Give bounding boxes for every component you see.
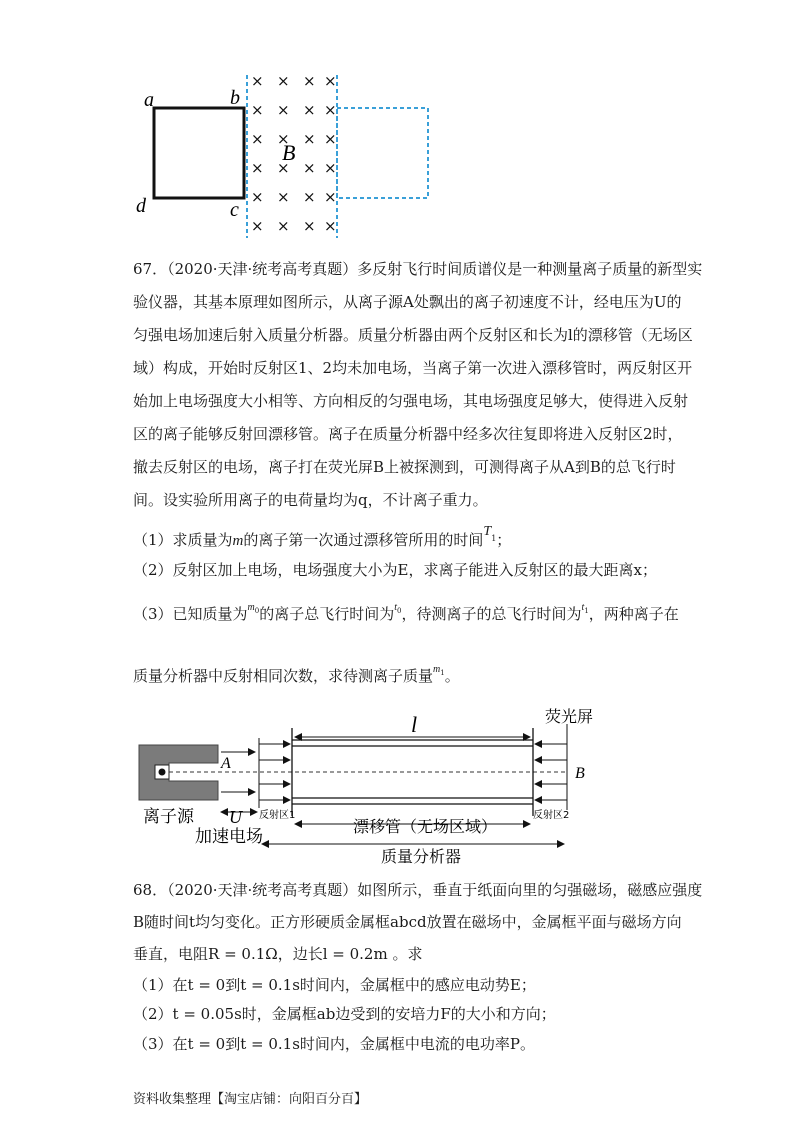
reflection-zone-2 bbox=[535, 724, 567, 810]
metal-frame-abcd bbox=[154, 108, 244, 198]
field-cross: × bbox=[324, 130, 337, 148]
page-footer: 资料收集整理【淘宝店铺：向阳百分百】 bbox=[133, 1092, 368, 1107]
label-field-B: B bbox=[282, 140, 296, 165]
reflection-zone-1 bbox=[259, 738, 290, 808]
ion-source-point bbox=[159, 769, 166, 776]
q67-line-4: 域）构成，开始时反射区1、2均未加电场，当离子第一次进入漂移管时，两反射区开 bbox=[133, 359, 693, 377]
q67-line-5: 始加上电场强度大小相等、方向相反的匀强电场，其电场强度足够大，使得进入反射 bbox=[133, 392, 689, 410]
field-cross: × bbox=[324, 188, 337, 206]
field-cross: × bbox=[251, 188, 264, 206]
label-zone-1: 反射区1 bbox=[259, 810, 296, 821]
field-cross: × bbox=[251, 101, 264, 119]
field-cross: × bbox=[277, 217, 290, 235]
q67-line-3: 匀强电场加速后射入质量分析器。质量分析器由两个反射区和长为l的漂移管（无场区 bbox=[133, 326, 693, 344]
q68-line-2: B随时间t均匀变化。正方形硬质金属框abcd放置在磁场中，金属框平面与磁场方向 bbox=[133, 913, 682, 931]
field-cross: × bbox=[324, 101, 337, 119]
q67-sub3-t0-sub: 0 bbox=[397, 607, 402, 615]
label-c: c bbox=[230, 199, 239, 221]
label-accel-field: 加速电场 bbox=[195, 827, 263, 847]
q67-line-7: 撤去反射区的电场，离子打在荧光屏B上被探测到，可测得离子从A到B的总飞行时 bbox=[133, 458, 676, 476]
drift-tube bbox=[292, 728, 533, 816]
label-l: l bbox=[411, 712, 418, 737]
q68-sub-1: （1）在t = 0到t = 0.1s时间内，金属框中的感应电动势E； bbox=[133, 976, 536, 994]
q67-sub3-post: ，两种离子在 bbox=[588, 605, 679, 623]
q67-sub1-mid: 的离子第一次通过漂移管所用的时间 bbox=[243, 531, 484, 549]
q67-sub3-m0: m bbox=[247, 602, 255, 613]
q67-sub3-t1: t bbox=[581, 602, 585, 613]
label-d: d bbox=[136, 195, 146, 217]
field-cross: × bbox=[277, 188, 290, 206]
figure-square-frame-in-field bbox=[120, 70, 450, 240]
field-cross: × bbox=[324, 72, 337, 90]
field-cross: × bbox=[251, 159, 264, 177]
field-cross: × bbox=[251, 217, 264, 235]
q67-sub-3-line-2 bbox=[133, 660, 460, 686]
q67-sub3-t0: t bbox=[394, 602, 398, 613]
label-B: B bbox=[575, 765, 585, 782]
q67-sub3-pre: （3）已知质量为 bbox=[133, 605, 248, 623]
field-cross: × bbox=[303, 217, 316, 235]
label-zone-2: 反射区2 bbox=[533, 810, 570, 821]
q67-sub1-T-sub: 1 bbox=[491, 534, 497, 543]
field-cross: × bbox=[303, 188, 316, 206]
field-cross: × bbox=[277, 159, 290, 177]
dashed-frame-position bbox=[337, 108, 428, 198]
field-cross: × bbox=[303, 159, 316, 177]
q67-sub-2: （2）反射区加上电场，电场强度大小为E，求离子能进入反射区的最大距离x； bbox=[133, 561, 657, 579]
field-cross: × bbox=[324, 159, 337, 177]
q67-line-2: 验仪器，其基本原理如图所示，从离子源A处飘出的离子初速度不计，经电压为U的 bbox=[133, 293, 682, 311]
q67-sub3-m0-sub: 0 bbox=[254, 607, 260, 615]
q67-sub3-mid2: ，待测离子的总飞行时间为 bbox=[401, 605, 582, 623]
q68-sub-3: （3）在t = 0到t = 0.1s时间内，金属框中电流的电功率P。 bbox=[133, 1035, 535, 1053]
figure-mass-spectrometer bbox=[135, 700, 615, 870]
field-cross: × bbox=[324, 217, 337, 235]
q67-sub3-line2: 质量分析器中反射相同次数，求待测离子质量 bbox=[133, 667, 434, 685]
field-cross: × bbox=[303, 72, 316, 90]
q67-sub-3 bbox=[133, 598, 679, 624]
q68-line-3: 垂直，电阻R = 0.1Ω，边长l = 0.2m 。求 bbox=[133, 945, 423, 963]
q67-line-6: 区的离子能够反射回漂移管。离子在质量分析器中经多次往复即将进入反射区2时， bbox=[133, 425, 683, 443]
field-cross: × bbox=[303, 101, 316, 119]
label-screen: 荧光屏 bbox=[545, 707, 594, 726]
label-analyzer: 质量分析器 bbox=[381, 847, 462, 866]
q68-line-1: 68．（2020·天津·统考高考真题）如图所示，垂直于纸面向里的匀强磁场，磁感应强度 bbox=[133, 881, 703, 899]
label-ion-source: 离子源 bbox=[143, 807, 194, 827]
field-cross: × bbox=[251, 72, 264, 90]
q68-sub-2: （2）t = 0.05s时，金属框ab边受到的安培力F的大小和方向； bbox=[133, 1005, 556, 1023]
q67-sub3-m1: m bbox=[433, 664, 441, 675]
q67-sub3-mid1: 的离子总飞行时间为 bbox=[259, 605, 395, 623]
q67-line-1: 67．（2020·天津·统考高考真题）多反射飞行时间质谱仪是一种测量离子质量的新型实 bbox=[133, 260, 703, 278]
label-U: U bbox=[229, 807, 242, 827]
label-a: a bbox=[144, 89, 154, 111]
q67-sub-1 bbox=[133, 522, 511, 551]
field-cross: × bbox=[277, 101, 290, 119]
field-cross: × bbox=[277, 72, 290, 90]
q67-sub3-m1-sub: 1 bbox=[440, 669, 445, 677]
label-b: b bbox=[230, 87, 240, 109]
field-cross: × bbox=[303, 130, 316, 148]
q67-line-8: 间。设实验所用离子的电荷量均为q，不计离子重力。 bbox=[133, 491, 488, 509]
field-cross: × bbox=[277, 130, 290, 148]
q67-sub3-t1-sub: 1 bbox=[584, 607, 589, 615]
q67-sub1-pre: （1）求质量为 bbox=[133, 531, 233, 549]
label-A: A bbox=[221, 755, 231, 772]
q67-sub1-m: m bbox=[232, 533, 244, 549]
q67-sub3-end: 。 bbox=[444, 667, 460, 685]
label-drift-tube: 漂移管（无场区域） bbox=[353, 817, 498, 836]
field-cross: × bbox=[251, 130, 264, 148]
q67-sub1-post: ； bbox=[496, 531, 512, 549]
q67-sub1-T: T bbox=[483, 524, 492, 539]
